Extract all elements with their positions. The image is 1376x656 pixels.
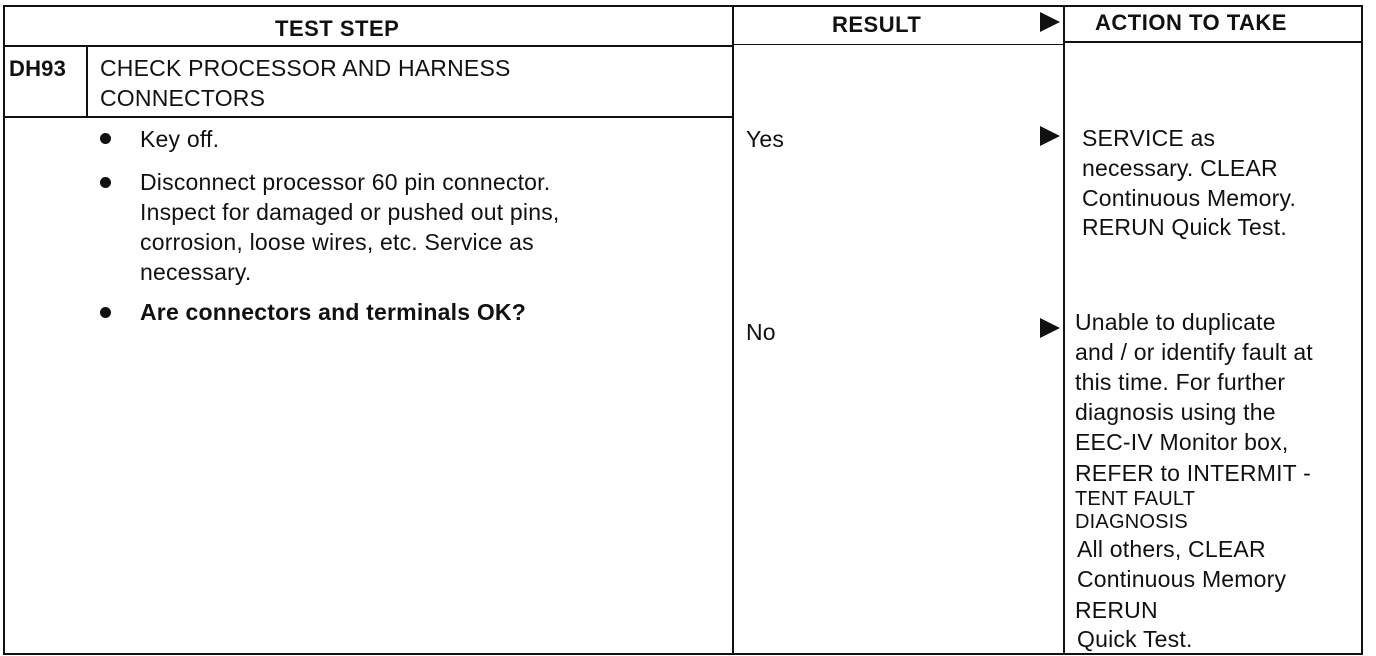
header-arrow-icon: [1040, 12, 1060, 32]
action-yes-line-4: RERUN Quick Test.: [1082, 214, 1287, 240]
action-no-line-10: Continuous Memory: [1077, 566, 1287, 592]
action-yes-line-3: Continuous Memory.: [1082, 185, 1297, 211]
action-no-line-1: Unable to duplicate: [1075, 309, 1276, 335]
action-no-line-4: diagnosis using the: [1075, 399, 1276, 425]
step-id: DH93: [9, 56, 67, 81]
result-no: No: [746, 319, 776, 345]
bullet-2-line-4: necessary.: [140, 259, 252, 285]
header-test-step: TEST STEP: [275, 16, 400, 41]
bullet-1-icon: [100, 133, 111, 144]
no-arrow-icon: [1040, 318, 1060, 338]
action-no-line-2: and / or identify fault at: [1075, 339, 1313, 365]
table-left-border: [3, 5, 5, 655]
action-no-line-7: TENT FAULT: [1075, 488, 1196, 510]
header-bottom-rule: [3, 45, 734, 47]
step-title-bottom-rule: [3, 116, 734, 118]
bullet-2-line-1: Disconnect processor 60 pin connector.: [140, 169, 551, 195]
action-no-line-6: REFER to INTERMIT -: [1075, 460, 1311, 486]
header-bottom-rule-right: [732, 44, 1065, 45]
action-no-line-11: RERUN: [1075, 597, 1158, 623]
action-no-line-3: this time. For further: [1075, 369, 1286, 395]
action-yes-line-2: necessary. CLEAR: [1082, 155, 1278, 181]
step-title-line-1: CHECK PROCESSOR AND HARNESS: [100, 55, 511, 81]
action-no-line-8: DIAGNOSIS: [1075, 511, 1188, 533]
column-divider-test-result: [732, 5, 734, 655]
result-yes: Yes: [746, 126, 785, 152]
column-divider-result-action: [1063, 5, 1065, 655]
header-result: RESULT: [832, 12, 922, 37]
action-no-line-12: Quick Test.: [1077, 626, 1193, 652]
action-yes-line-1: SERVICE as: [1082, 125, 1216, 151]
bullet-2-icon: [100, 177, 111, 188]
header-bottom-rule-action: [1063, 41, 1363, 43]
bullet-2-line-2: Inspect for damaged or pushed out pins,: [140, 199, 560, 225]
bullet-1-text: Key off.: [140, 126, 220, 152]
action-no-line-9: All others, CLEAR: [1077, 536, 1266, 562]
bullet-2-line-3: corrosion, loose wires, etc. Service as: [140, 229, 534, 255]
step-id-divider: [86, 46, 88, 117]
table-top-border: [3, 5, 1363, 7]
header-action-to-take: ACTION TO TAKE: [1095, 10, 1287, 35]
bullet-3-icon: [100, 307, 111, 318]
table-right-border: [1361, 5, 1363, 655]
bullet-3-text: Are connectors and terminals OK?: [140, 299, 526, 325]
step-title-line-2: CONNECTORS: [100, 85, 266, 111]
yes-arrow-icon: [1040, 126, 1060, 146]
action-no-line-5: EEC-IV Monitor box,: [1075, 429, 1289, 455]
